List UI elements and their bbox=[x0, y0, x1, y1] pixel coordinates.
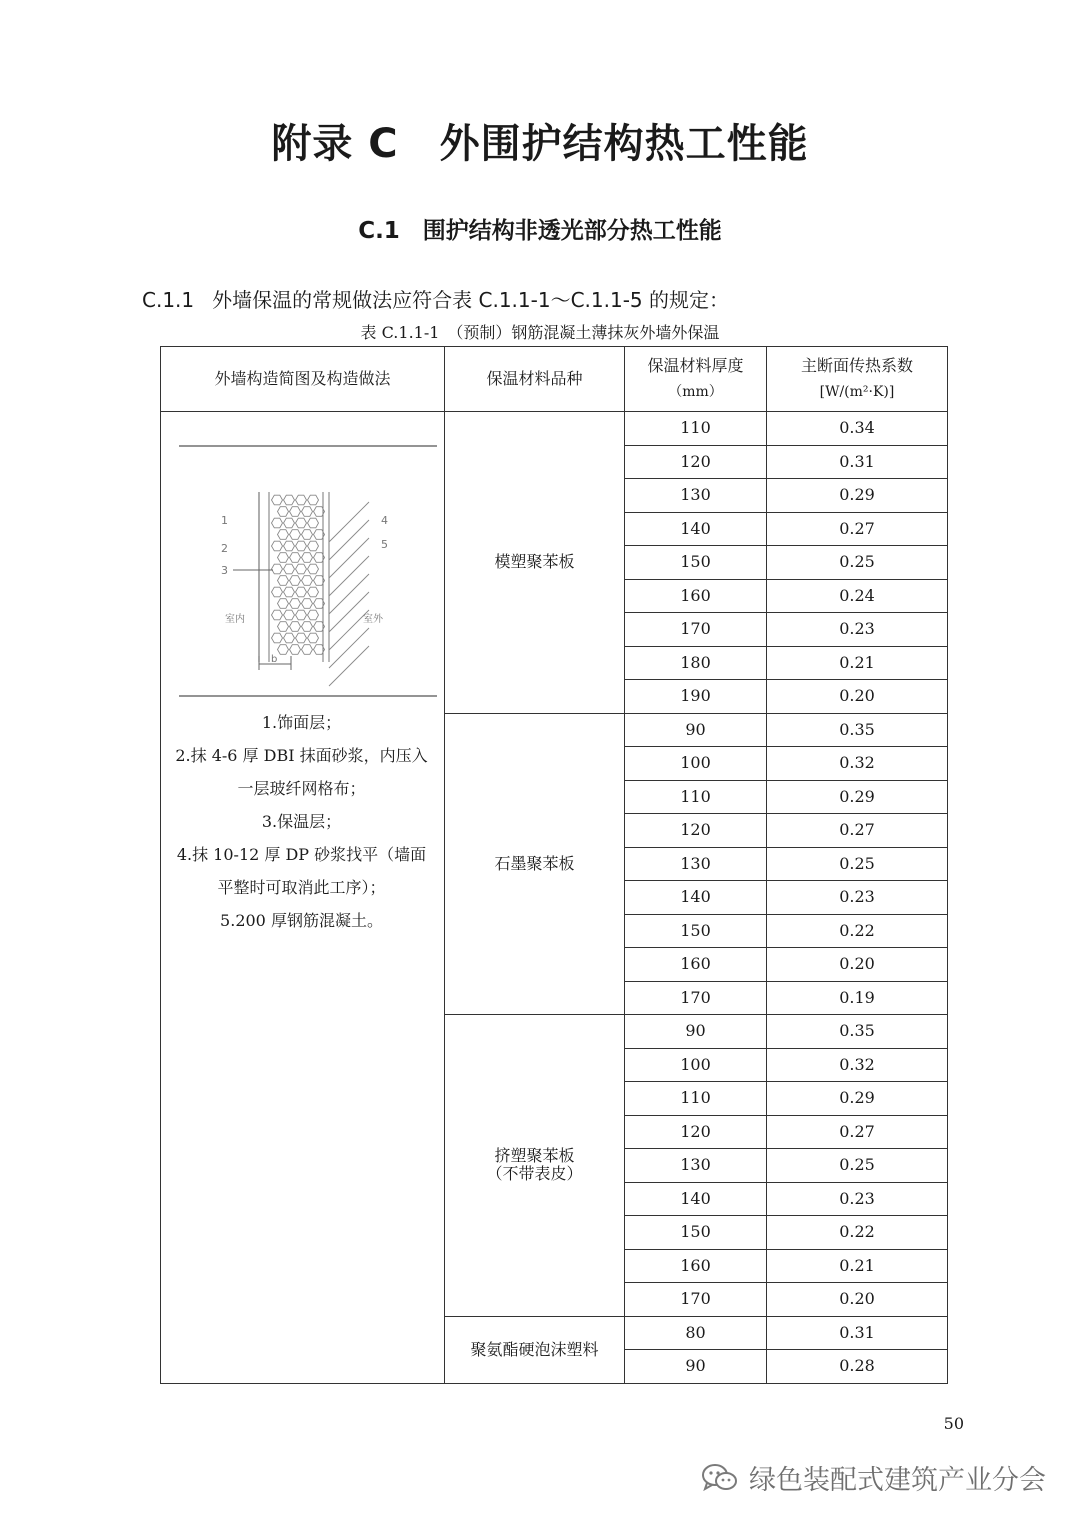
thickness-cell: 160 bbox=[625, 1249, 767, 1283]
insulation-cell bbox=[302, 645, 313, 655]
thickness-cell: 160 bbox=[625, 948, 767, 982]
thickness-cell: 130 bbox=[625, 1149, 767, 1183]
diagram-label-outdoor: 室外 bbox=[363, 614, 383, 625]
thickness-cell: 170 bbox=[625, 613, 767, 647]
insulation-cell bbox=[308, 518, 319, 528]
insulation-cell bbox=[296, 541, 307, 551]
k-value-cell: 0.20 bbox=[767, 680, 948, 714]
header-thickness-unit: （mm） bbox=[668, 384, 723, 400]
insulation-cell bbox=[296, 495, 307, 505]
insulation-cell bbox=[302, 622, 313, 632]
insulation-cell bbox=[290, 645, 301, 655]
construction-step: 5.200 厚钢筋混凝土。 bbox=[220, 911, 383, 930]
k-value-cell: 0.27 bbox=[767, 1115, 948, 1149]
k-value-cell: 0.21 bbox=[767, 1249, 948, 1283]
thickness-cell: 130 bbox=[625, 479, 767, 513]
k-value-cell: 0.22 bbox=[767, 1216, 948, 1250]
thickness-cell: 150 bbox=[625, 546, 767, 580]
thickness-cell: 150 bbox=[625, 914, 767, 948]
insulation-cell bbox=[272, 564, 283, 574]
k-value-cell: 0.25 bbox=[767, 1149, 948, 1183]
k-value-cell: 0.23 bbox=[767, 1182, 948, 1216]
insulation-cell bbox=[302, 530, 313, 540]
insulation-cell bbox=[308, 610, 319, 620]
clause-text: 外墙保温的常规做法应符合表 C.1.1-1～C.1.1-5 的规定： bbox=[212, 288, 729, 312]
insulation-cell bbox=[284, 495, 295, 505]
watermark bbox=[701, 1458, 1046, 1497]
k-value-cell: 0.27 bbox=[767, 814, 948, 848]
k-value-cell: 0.31 bbox=[767, 1316, 948, 1350]
k-value-cell: 0.19 bbox=[767, 981, 948, 1015]
insulation-cell bbox=[308, 541, 319, 551]
construction-step: 2.抹 4-6 厚 DBI 抹面砂浆，内压入一层玻纤网格布； bbox=[175, 746, 428, 798]
thickness-cell: 170 bbox=[625, 1283, 767, 1317]
material-name: 聚氨酯硬泡沫塑料 bbox=[470, 1339, 599, 1359]
thickness-cell: 140 bbox=[625, 512, 767, 546]
material-cell bbox=[445, 412, 625, 714]
k-value-cell: 0.29 bbox=[767, 479, 948, 513]
insulation-cell bbox=[290, 530, 301, 540]
concrete-hatch bbox=[329, 592, 369, 632]
insulation-cell bbox=[284, 587, 295, 597]
k-value-cell: 0.25 bbox=[767, 847, 948, 881]
thickness-cell: 110 bbox=[625, 1082, 767, 1116]
insulation-cell bbox=[284, 518, 295, 528]
insulation-cell bbox=[278, 622, 289, 632]
thickness-cell: 150 bbox=[625, 1216, 767, 1250]
insulation-cell bbox=[290, 507, 301, 517]
concrete-hatch bbox=[329, 538, 369, 578]
material-name: 石墨聚苯板 bbox=[494, 853, 575, 873]
header-k-unit: [W/(m²·K)] bbox=[819, 384, 895, 400]
insulation-cell bbox=[278, 553, 289, 563]
k-value-cell: 0.27 bbox=[767, 512, 948, 546]
thickness-cell: 90 bbox=[625, 713, 767, 747]
thickness-cell: 90 bbox=[625, 1350, 767, 1384]
k-value-cell: 0.21 bbox=[767, 646, 948, 680]
diagram-label-3: 3 bbox=[221, 564, 228, 577]
insulation-cell bbox=[284, 633, 295, 643]
thickness-cell: 160 bbox=[625, 579, 767, 613]
material-cell bbox=[445, 1015, 625, 1317]
insulation-cell bbox=[296, 587, 307, 597]
thickness-cell: 130 bbox=[625, 847, 767, 881]
insulation-cell bbox=[290, 576, 301, 586]
k-value-cell: 0.23 bbox=[767, 881, 948, 915]
insulation-cell bbox=[272, 541, 283, 551]
insulation-cell bbox=[296, 610, 307, 620]
construction-step: 3.保温层； bbox=[261, 812, 342, 831]
table-header-row bbox=[161, 347, 948, 412]
construction-steps bbox=[161, 702, 444, 937]
thickness-cell: 120 bbox=[625, 814, 767, 848]
header-material: 保温材料品种 bbox=[445, 347, 625, 412]
concrete-hatch bbox=[329, 520, 369, 560]
insulation-cell bbox=[302, 507, 313, 517]
insulation-cell bbox=[278, 576, 289, 586]
thickness-cell: 180 bbox=[625, 646, 767, 680]
watermark-text: 绿色装配式建筑产业分会 bbox=[749, 1465, 1046, 1496]
section-title: C.1 围护结构非透光部分热工性能 bbox=[358, 218, 722, 244]
header-thickness-label: 保温材料厚度 bbox=[647, 356, 744, 375]
thickness-cell: 100 bbox=[625, 747, 767, 781]
k-value-cell: 0.28 bbox=[767, 1350, 948, 1384]
thickness-cell: 80 bbox=[625, 1316, 767, 1350]
k-value-cell: 0.32 bbox=[767, 1048, 948, 1082]
k-value-cell: 0.20 bbox=[767, 1283, 948, 1317]
material-note: （不带表皮） bbox=[486, 1164, 583, 1184]
thickness-cell: 110 bbox=[625, 780, 767, 814]
k-value-cell: 0.23 bbox=[767, 613, 948, 647]
insulation-cell bbox=[272, 495, 283, 505]
insulation-cell bbox=[308, 495, 319, 505]
insulation-cell bbox=[308, 564, 319, 574]
k-value-cell: 0.20 bbox=[767, 948, 948, 982]
k-value-cell: 0.32 bbox=[767, 747, 948, 781]
insulation-cell bbox=[284, 610, 295, 620]
thickness-cell: 100 bbox=[625, 1048, 767, 1082]
insulation-cell bbox=[290, 622, 301, 632]
material-cell bbox=[445, 713, 625, 1015]
k-value-cell: 0.29 bbox=[767, 1082, 948, 1116]
concrete-hatch bbox=[329, 574, 369, 614]
insulation-cell bbox=[278, 645, 289, 655]
table-caption: 表 C.1.1-1 （预制）钢筋混凝土薄抹灰外墙外保温 bbox=[360, 323, 720, 342]
insulation-cell bbox=[308, 587, 319, 597]
material-name: 挤塑聚苯板 bbox=[494, 1146, 575, 1166]
insulation-cell bbox=[302, 576, 313, 586]
construction-step: 4.抹 10-12 厚 DP 砂浆找平（墙面平整时可取消此工序）； bbox=[176, 845, 427, 897]
thickness-cell: 120 bbox=[625, 445, 767, 479]
thickness-cell: 140 bbox=[625, 881, 767, 915]
clause-number: C.1.1 bbox=[142, 288, 195, 312]
k-value-cell: 0.25 bbox=[767, 546, 948, 580]
thickness-cell: 170 bbox=[625, 981, 767, 1015]
material-name: 模塑聚苯板 bbox=[494, 552, 575, 572]
table-row bbox=[161, 412, 948, 446]
thickness-cell: 120 bbox=[625, 1115, 767, 1149]
wechat-icon bbox=[701, 1462, 739, 1494]
insulation-cell bbox=[284, 564, 295, 574]
thickness-cell: 90 bbox=[625, 1015, 767, 1049]
diagram-label-5: 5 bbox=[381, 538, 388, 551]
clause-paragraph bbox=[142, 284, 729, 313]
insulation-cell bbox=[290, 599, 301, 609]
insulation-cell bbox=[302, 599, 313, 609]
diagram-label-2: 2 bbox=[221, 542, 228, 555]
k-value-cell: 0.22 bbox=[767, 914, 948, 948]
insulation-cell bbox=[278, 530, 289, 540]
insulation-cell bbox=[284, 541, 295, 551]
insulation-cell bbox=[272, 610, 283, 620]
construction-step: 1.饰面层； bbox=[261, 713, 342, 732]
insulation-cell bbox=[272, 518, 283, 528]
page-number: 50 bbox=[943, 1414, 964, 1433]
page-title: 附录 C 外围护结构热工性能 bbox=[271, 121, 809, 167]
material-cell bbox=[445, 1316, 625, 1383]
concrete-hatch bbox=[329, 556, 369, 596]
k-value-cell: 0.31 bbox=[767, 445, 948, 479]
concrete-hatch bbox=[329, 502, 369, 542]
thermal-performance-table bbox=[160, 346, 948, 1384]
k-value-cell: 0.34 bbox=[767, 412, 948, 446]
insulation-cell bbox=[296, 633, 307, 643]
wall-section-diagram bbox=[173, 412, 443, 702]
insulation-cell bbox=[308, 633, 319, 643]
insulation-cell bbox=[278, 507, 289, 517]
insulation-cell bbox=[296, 564, 307, 574]
thickness-cell: 140 bbox=[625, 1182, 767, 1216]
diagram-label-1: 1 bbox=[221, 514, 228, 527]
concrete-hatch bbox=[329, 628, 369, 668]
k-value-cell: 0.35 bbox=[767, 1015, 948, 1049]
insulation-cell bbox=[290, 553, 301, 563]
diagram-label-4: 4 bbox=[381, 514, 388, 527]
insulation-cell bbox=[272, 633, 283, 643]
insulation-cell bbox=[302, 553, 313, 563]
thickness-cell: 190 bbox=[625, 680, 767, 714]
header-k-value bbox=[767, 347, 948, 412]
diagram-label-dim: b bbox=[271, 654, 278, 665]
concrete-hatch bbox=[329, 646, 369, 686]
insulation-cell bbox=[296, 518, 307, 528]
diagram-label-indoor: 室内 bbox=[225, 614, 245, 625]
insulation-cell bbox=[278, 599, 289, 609]
insulation-cell bbox=[272, 587, 283, 597]
thickness-cell: 110 bbox=[625, 412, 767, 446]
k-value-cell: 0.29 bbox=[767, 780, 948, 814]
k-value-cell: 0.24 bbox=[767, 579, 948, 613]
header-k-label: 主断面传热系数 bbox=[800, 356, 913, 375]
k-value-cell: 0.35 bbox=[767, 713, 948, 747]
header-construction: 外墙构造简图及构造做法 bbox=[161, 347, 445, 412]
construction-cell bbox=[161, 412, 445, 1384]
header-thickness bbox=[625, 347, 767, 412]
